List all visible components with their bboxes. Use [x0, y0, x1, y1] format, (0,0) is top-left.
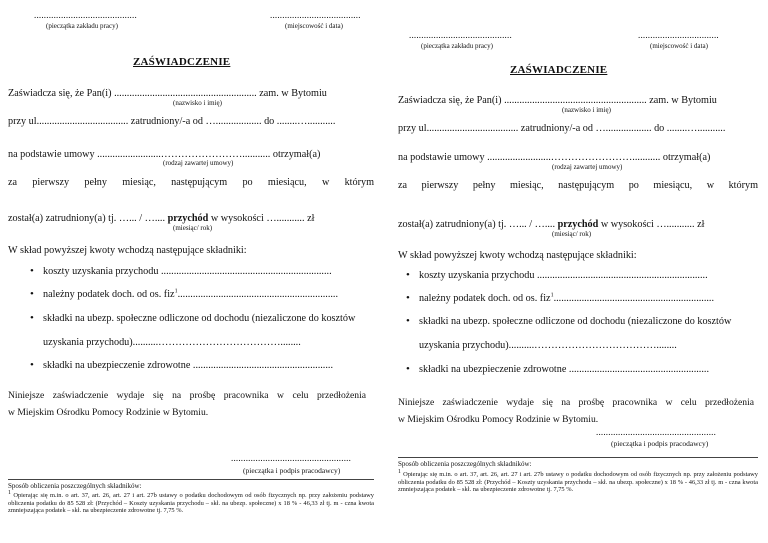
company-stamp-caption: (pieczątka zakładu pracy): [46, 22, 118, 30]
footnote-ref: 1: [550, 292, 554, 299]
document-title: ZAŚWIADCZENIE: [133, 56, 231, 68]
company-stamp-field[interactable]: ..........................................: [409, 30, 512, 40]
signature-caption: (pieczątka i podpis pracodawcy): [243, 466, 341, 475]
bullet-costs[interactable]: • koszty uzyskania przychodu ...................................................................: [43, 266, 332, 278]
income-label: przychód: [167, 213, 209, 224]
address-employment-line[interactable]: przy ul.................................... zatrudniony/-a od ….................. do ........…...........: [398, 123, 726, 134]
bullet-social-insurance-cont[interactable]: uzyskania przychodu)..........………………………………........: [43, 337, 301, 348]
period-description-line: za pierwszy pełny miesiąc, następującym po miesiącu, w którym: [398, 180, 758, 191]
income-amount-text: w wysokości …........... zł: [210, 213, 315, 224]
contract-type-caption: (rodzaj zawartej umowy): [552, 163, 623, 171]
footnote-number: 1: [398, 468, 401, 475]
bullet-tax[interactable]: [43, 289, 338, 301]
footnote-text: [398, 468, 758, 494]
period-description-line: za pierwszy pełny miesiąc, następującym po miesiącu, w którym: [8, 177, 374, 188]
place-date-field[interactable]: .................................: [638, 30, 719, 40]
income-period-text: został(a) zatrudniony(a) tj. …... / …....: [398, 219, 556, 230]
employee-name-caption: (nazwisko i imię): [173, 99, 222, 107]
bullet-tax-dots: ...............................................................: [553, 293, 715, 304]
contract-type-line[interactable]: na podstawie umowy .........................……………………........... otrzymał(a): [398, 152, 711, 163]
closing-line-1: Niniejsze zaświadczenie wydaje się na prośbę pracownika w celu przedłożenia: [398, 397, 754, 408]
income-period-text: został(a) zatrudniony(a) tj. …... / …....: [8, 213, 166, 224]
bullet-health-insurance[interactable]: • składki na ubezpieczenie zdrowotne .......................................................: [419, 364, 709, 376]
components-intro: W skład powyższej kwoty wchodzą następujące składniki:: [8, 245, 247, 256]
footnote-ref: 1: [174, 288, 178, 295]
footnote-title: Sposób obliczenia poszczególnych składników:: [8, 482, 142, 490]
document-title: ZAŚWIADCZENIE: [510, 64, 608, 76]
employee-name-line[interactable]: Zaświadcza się, że Pan(i) ........................................................ zam. w Bytomiu: [398, 95, 717, 106]
closing-line-2: w Miejskim Ośrodku Pomocy Rodzinie w Bytomiu.: [398, 414, 599, 425]
bullet-tax[interactable]: [419, 293, 714, 305]
signature-field[interactable]: .................................................: [596, 427, 717, 437]
footnote-divider: [8, 479, 374, 480]
certificate-form-right: [384, 0, 768, 543]
contract-type-line[interactable]: na podstawie umowy .........................……………………........... otrzymał(a): [8, 149, 321, 160]
footnote-number: 1: [8, 489, 11, 496]
company-stamp-field[interactable]: ..........................................: [34, 10, 137, 20]
place-date-caption: (miejscowość i data): [285, 22, 343, 30]
bullet-tax-label: należny podatek doch. od os. fiz: [43, 289, 175, 300]
income-period-caption: (miesiąc/ rok): [552, 230, 592, 238]
contract-type-caption: (rodzaj zawartej umowy): [163, 159, 234, 167]
bullet-social-insurance[interactable]: • składki na ubezp. społeczne odliczone od dochodu (niezaliczone do kosztów: [43, 313, 355, 325]
footnote-text: [8, 489, 374, 515]
bullet-social-insurance[interactable]: • składki na ubezp. społeczne odliczone od dochodu (niezaliczone do kosztów: [419, 316, 731, 328]
closing-line-2: w Miejskim Ośrodku Pomocy Rodzinie w Bytomiu.: [8, 407, 209, 418]
footnote-title: Sposób obliczenia poszczególnych składników:: [398, 460, 532, 468]
employee-name-line[interactable]: Zaświadcza się, że Pan(i) ........................................................ zam. w Bytomiu: [8, 88, 327, 99]
bullet-health-insurance[interactable]: • składki na ubezpieczenie zdrowotne .......................................................: [43, 360, 333, 372]
bullet-social-insurance-cont[interactable]: uzyskania przychodu)..........………………………………........: [419, 340, 677, 351]
employee-name-caption: (nazwisko i imię): [562, 106, 611, 114]
income-amount-text: w wysokości …........... zł: [600, 219, 705, 230]
company-stamp-caption: (pieczątka zakładu pracy): [421, 42, 493, 50]
signature-field[interactable]: .................................................: [231, 453, 352, 463]
income-period-caption: (miesiąc/ rok): [173, 224, 213, 232]
address-employment-line[interactable]: przy ul.................................... zatrudniony/-a od ….................. do ........…...........: [8, 116, 336, 127]
closing-line-1: Niniejsze zaświadczenie wydaje się na prośbę pracownika w celu przedłożenia: [8, 390, 366, 401]
place-date-caption: (miejscowość i data): [650, 42, 708, 50]
bullet-tax-label: należny podatek doch. od os. fiz: [419, 293, 551, 304]
footnote-divider: [398, 457, 758, 458]
components-intro: W skład powyższej kwoty wchodzą następujące składniki:: [398, 250, 637, 261]
signature-caption: (pieczątka i podpis pracodawcy): [611, 439, 709, 448]
income-label: przychód: [557, 219, 599, 230]
bullet-tax-dots: ...............................................................: [177, 289, 339, 300]
place-date-field[interactable]: .....................................: [270, 10, 361, 20]
bullet-costs[interactable]: • koszty uzyskania przychodu ...................................................................: [419, 270, 708, 282]
footnote-body: Opierając się m.in. o art. 37, art. 26, art. 27 i art. 27b ustawy o podatku dochodowym od osób fizycznych np. przy założeniu podstawy obliczenia podatku do 85 528 zł: (Przychód – Koszty uzyskania przychodu – skł. na ubezp. społeczne) x 18 % - 46,33 zł tj. m - czna kwota zmniejszająca podatek – skł. na ubezpieczenie zdrowotne tj. 7,75 %.: [8, 492, 374, 515]
income-line[interactable]: [8, 213, 314, 225]
footnote-body: Opierając się m.in. o art. 37, art. 26, art. 27 i art. 27b ustawy o podatku dochodowym od osób fizycznych np. przy założeniu podstawy obliczenia podatku do 85 528 zł: (Przychód – Koszty uzyskania przychodu – skł. na ubezp. społeczne) x 18 % - 46,33 zł tj. m - czna kwota zmniejszająca podatek – skł. na ubezpieczenie zdrowotne tj. 7,75 %.: [398, 471, 758, 494]
